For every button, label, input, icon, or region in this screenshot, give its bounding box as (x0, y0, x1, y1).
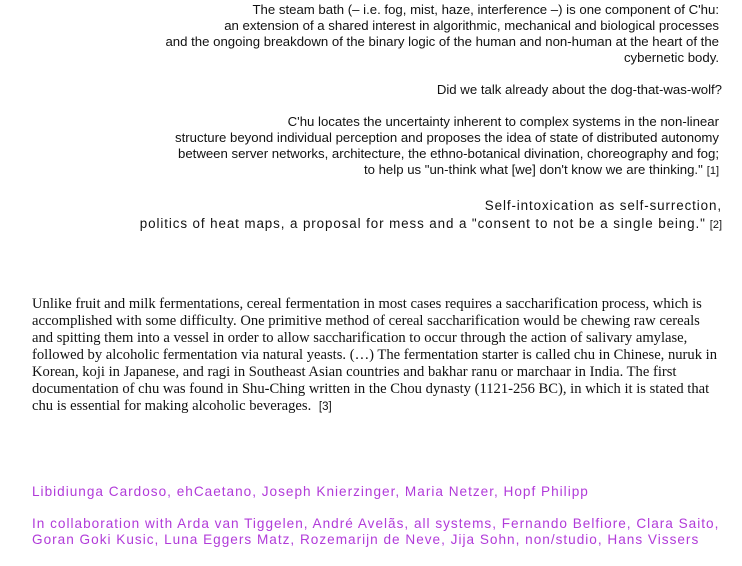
chu-line: structure beyond individual perception and proposes the idea of state of distributed autonomy (175, 130, 719, 145)
footnote-ref-3[interactable]: [3] (318, 401, 332, 413)
question-text: Did we talk already about the dog-that-was-wolf? (436, 82, 722, 97)
intro-line: The steam bath (– i.e. fog, mist, haze, interference –) is one component of C'hu: (252, 2, 719, 17)
chu-line (175, 162, 719, 179)
chu-line: between server networks, architecture, the ethno-botanical divination, choreography and fog; (177, 146, 719, 161)
intro-line: and the ongoing breakdown of the binary logic of the human and non-human at the heart of the (165, 34, 719, 49)
footnote-ref-2[interactable]: [2] (709, 219, 722, 231)
authors-credits: Libidiunga Cardoso, ehCaetano, Joseph Knierzinger, Maria Netzer, Hopf Philipp (32, 484, 589, 499)
intro-paragraph (165, 2, 719, 66)
fermentation-quote (32, 296, 722, 416)
chu-line-text: to help us "un-think what [we] don't know we are thinking." (363, 162, 703, 177)
collaboration-credits: In collaboration with Arda van Tiggelen, André Avelãs, all systems, Fernando Belfiore, Clara Saito, Goran Goki Kusic, Luna Eggers Matz, Rozemarijn de Neve, Jija Sohn, non/studio, Hans Vissers (32, 516, 720, 547)
self-intoxication-paragraph (140, 197, 722, 234)
quote-text: Unlike fruit and milk fermentations, cereal fermentation in most cases requires a saccharification process, which is accomplished with some difficulty. One primitive method of cereal saccharification would be chewing raw cereals and spitting them into a vessel in order to allow saccharification to occur through the action of salivary amylase, followed by alcoholic fermentation via natural yeasts. (…) The fermentation starter is called chu in Chinese, nuruk in Korean, koji in Japanese, and ragi in Southeast Asian countries and bakhar ranu or marchaar in India. The first documentation of chu was found in Shu-Ching written in the Chou dynasty (1121-256 BC), in which it is stated that chu is essential for making alcoholic beverages. (32, 296, 718, 414)
footnote-ref-1[interactable]: [1] (706, 165, 719, 177)
question-line (437, 82, 722, 98)
intro-line: an extension of a shared interest in algorithmic, mechanical and biological processes (224, 18, 719, 33)
self-intoxication-line: Self-intoxication as self-surrection, (484, 198, 722, 213)
intro-line: cybernetic body. (623, 50, 719, 65)
self-intoxication-line-text: politics of heat maps, a proposal for mess and a "consent to not be a single being." (139, 216, 706, 231)
chu-paragraph (175, 114, 719, 179)
self-intoxication-line (140, 215, 722, 234)
chu-line: C'hu locates the uncertainty inherent to complex systems in the non-linear (287, 114, 719, 129)
